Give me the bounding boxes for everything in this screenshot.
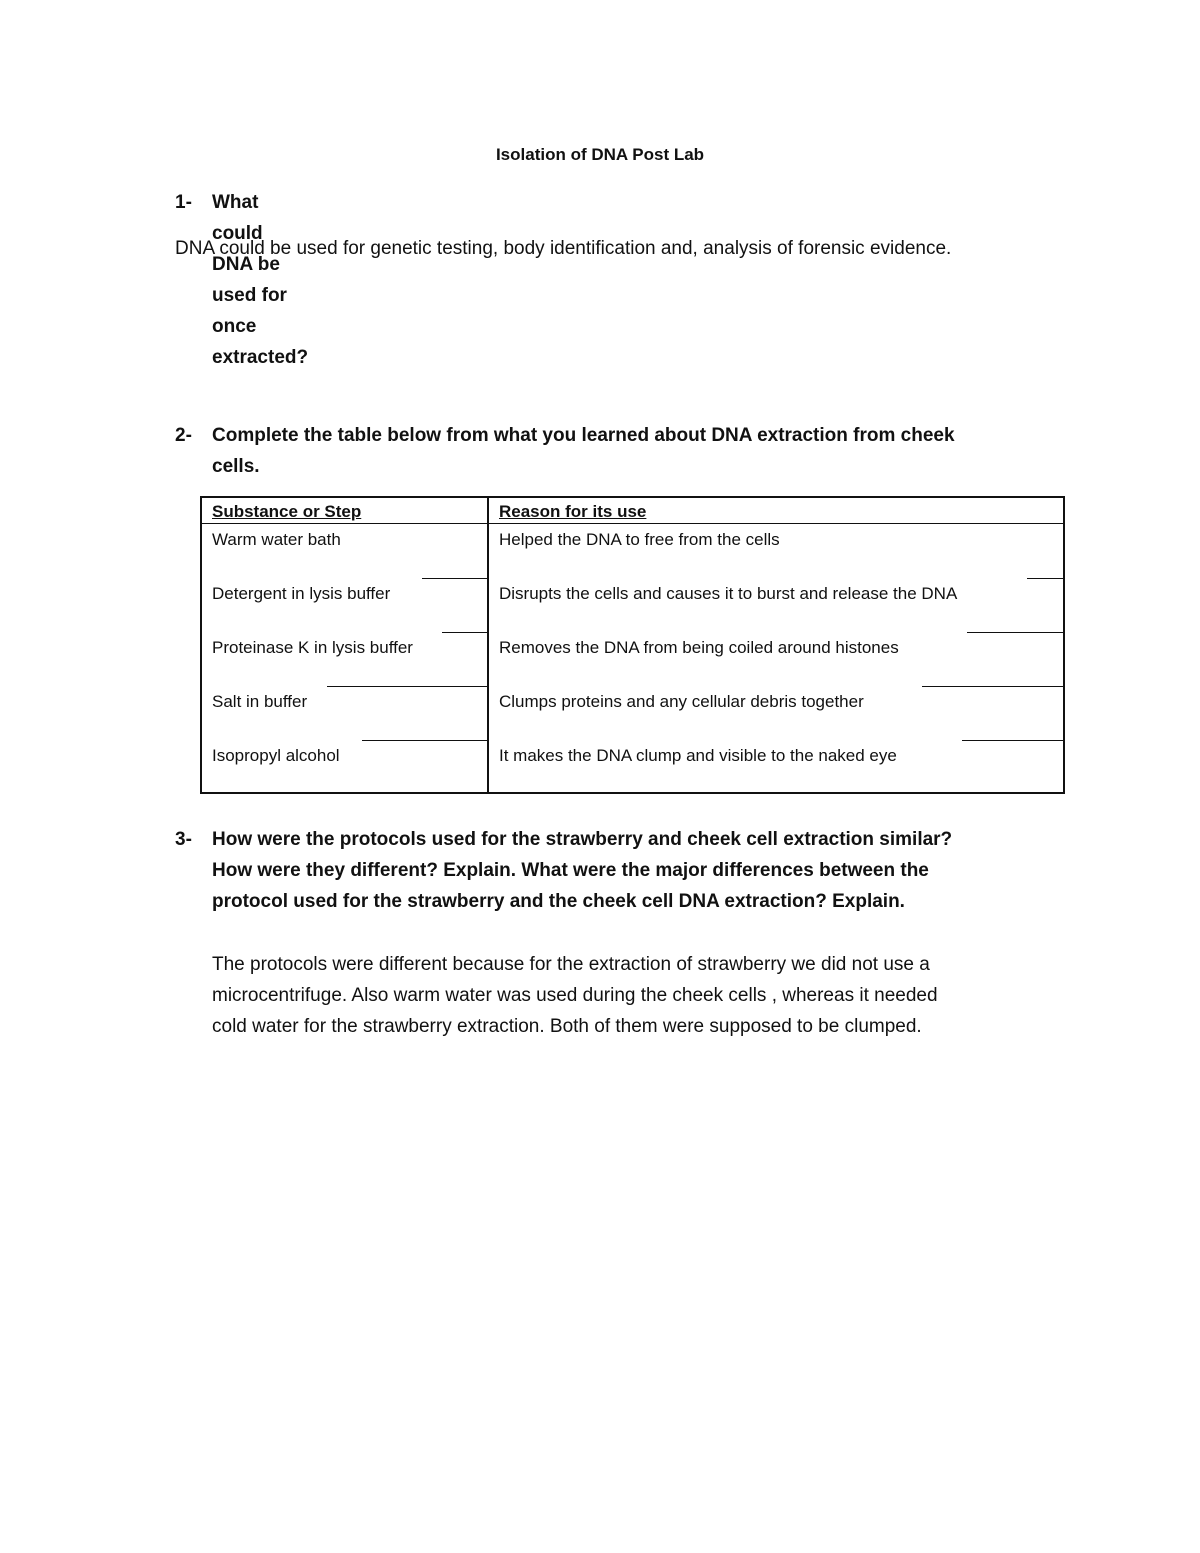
row-separator bbox=[422, 578, 487, 579]
header-underline bbox=[202, 523, 1063, 524]
table-cell-substance: Warm water bath bbox=[212, 530, 341, 549]
answer-3-line1: The protocols were different because for the extraction of strawberry we did not use a bbox=[212, 954, 930, 975]
question-3-text-line3: protocol used for the strawberry and the cheek cell DNA extraction? Explain. bbox=[212, 891, 905, 912]
table-cell-reason: Removes the DNA from being coiled around histones bbox=[499, 638, 899, 657]
table-cell-reason: Disrupts the cells and causes it to burst and release the DNA bbox=[499, 584, 958, 603]
answer-3-line3: cold water for the strawberry extraction. Both of them were supposed to be clumped. bbox=[212, 1016, 922, 1037]
question-3-text-line1: How were the protocols used for the strawberry and cheek cell extraction similar? bbox=[212, 829, 953, 850]
table-cell-substance: Isopropyl alcohol bbox=[212, 746, 340, 765]
table-cell-reason: Clumps proteins and any cellular debris together bbox=[499, 692, 864, 711]
row-separator bbox=[962, 740, 1065, 741]
extraction-table bbox=[200, 496, 1065, 794]
table-cell-reason: Helped the DNA to free from the cells bbox=[499, 530, 780, 549]
table-cell-substance: Detergent in lysis buffer bbox=[212, 584, 391, 603]
question-3 bbox=[175, 824, 1075, 924]
table-row bbox=[202, 580, 1063, 634]
table-header-reason: Reason for its use bbox=[499, 502, 647, 521]
row-separator bbox=[922, 686, 1065, 687]
row-separator bbox=[1027, 578, 1065, 579]
row-separator bbox=[327, 686, 487, 687]
question-1-number: 1- bbox=[175, 192, 192, 213]
row-separator bbox=[362, 740, 487, 741]
answer-3-line2: microcentrifuge. Also warm water was used during the cheek cells , whereas it needed bbox=[212, 985, 938, 1006]
row-separator bbox=[442, 632, 487, 633]
row-separator bbox=[967, 632, 1065, 633]
table-row bbox=[202, 634, 1063, 688]
question-2-number: 2- bbox=[175, 425, 192, 446]
table-cell-substance: Salt in buffer bbox=[212, 692, 308, 711]
table-header-substance: Substance or Step bbox=[212, 502, 362, 521]
table-row bbox=[202, 526, 1063, 580]
document-title: Isolation of DNA Post Lab bbox=[495, 145, 705, 164]
question-2-text-line2: cells. bbox=[212, 456, 260, 477]
question-3-text-line2: How were they different? Explain. What were the major differences between the bbox=[212, 860, 929, 881]
question-2-text-line1: Complete the table below from what you learned about DNA extraction from cheek bbox=[212, 425, 955, 446]
question-3-number: 3- bbox=[175, 829, 192, 850]
table-cell-reason: It makes the DNA clump and visible to the naked eye bbox=[499, 746, 897, 765]
table-row bbox=[202, 742, 1063, 796]
answer-1: DNA could be used for genetic testing, body identification and, analysis of forensic evidence. bbox=[175, 238, 952, 259]
table-cell-substance: Proteinase K in lysis buffer bbox=[212, 638, 413, 657]
table-row bbox=[202, 688, 1063, 742]
question-1-text: What could DNA be used for once extracted? bbox=[212, 192, 309, 368]
